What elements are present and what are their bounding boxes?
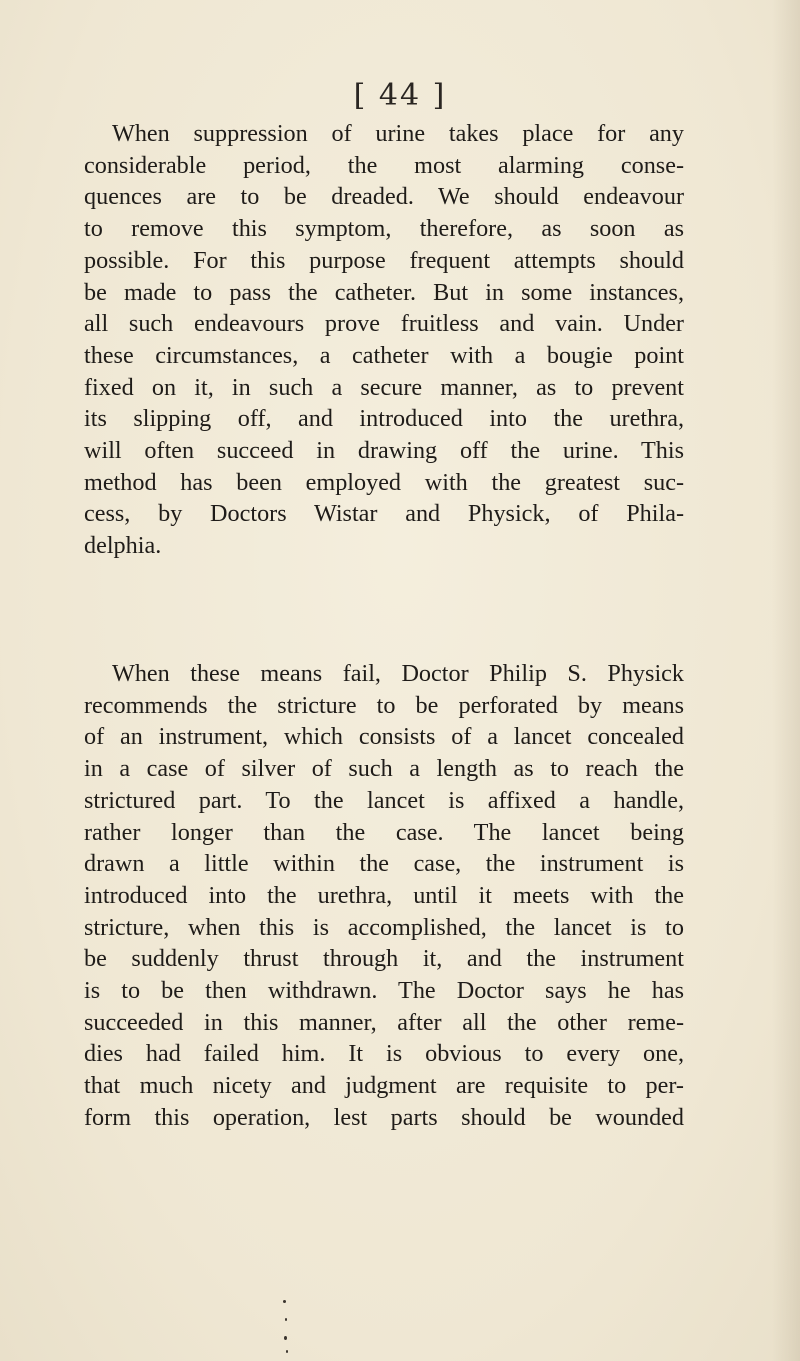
text-line: strictured part. To the lancet is affixed a handle, bbox=[84, 786, 684, 814]
ink-speck bbox=[285, 1318, 287, 1321]
text-line: dies had failed him. It is obvious to every one, bbox=[84, 1040, 684, 1068]
page-edge-shadow bbox=[772, 0, 800, 1361]
text-line: all such endeavours prove fruitless and vain. Under bbox=[84, 310, 684, 338]
text-line: its slipping off, and introduced into the urethra, bbox=[84, 405, 684, 433]
text-line: to remove this symptom, therefore, as soon as bbox=[84, 215, 684, 243]
paragraph-1 bbox=[84, 118, 684, 562]
ink-speck bbox=[284, 1336, 287, 1340]
paragraph-2 bbox=[84, 658, 684, 1134]
text-line: drawn a little within the case, the instrument is bbox=[84, 850, 684, 878]
text-line: quences are to be dreaded. We should endeavour bbox=[84, 183, 684, 211]
text-line: cess, by Doctors Wistar and Physick, of Phila- bbox=[84, 500, 684, 528]
text-line: considerable period, the most alarming conse- bbox=[84, 151, 684, 179]
text-line: fixed on it, in such a secure manner, as to prevent bbox=[84, 373, 684, 401]
text-line: method has been employed with the greatest suc- bbox=[84, 468, 684, 496]
text-line: succeeded in this manner, after all the other reme- bbox=[84, 1008, 684, 1036]
text-line: these circumstances, a catheter with a bougie point bbox=[84, 341, 684, 369]
text-line: is to be then withdrawn. The Doctor says he has bbox=[84, 977, 684, 1005]
text-line: be suddenly thrust through it, and the instrument bbox=[84, 945, 684, 973]
page-number: [ 44 ] bbox=[353, 78, 447, 113]
text-line: in a case of silver of such a length as to reach the bbox=[84, 755, 684, 783]
ink-speck bbox=[286, 1350, 288, 1353]
text-line: recommends the stricture to be perforated by means bbox=[84, 691, 684, 719]
text-line: possible. For this purpose frequent attempts should bbox=[84, 246, 684, 274]
text-line: of an instrument, which consists of a lancet concealed bbox=[84, 723, 684, 751]
text-line: rather longer than the case. The lancet being bbox=[84, 818, 684, 846]
text-line: that much nicety and judgment are requisite to per- bbox=[84, 1072, 684, 1100]
text-line: introduced into the urethra, until it meets with the bbox=[84, 881, 684, 909]
text-line: be made to pass the catheter. But in some instances, bbox=[84, 278, 684, 306]
text-line: will often succeed in drawing off the urine. This bbox=[84, 437, 684, 465]
ink-speck bbox=[283, 1300, 286, 1303]
text-line: When suppression of urine takes place for any bbox=[112, 120, 684, 147]
text-line: stricture, when this is accomplished, the lancet is to bbox=[84, 913, 684, 941]
text-line: When these means fail, Doctor Philip S. Physick bbox=[112, 660, 684, 687]
text-line: delphia. bbox=[84, 532, 162, 560]
text-line: form this operation, lest parts should be wounded bbox=[84, 1103, 684, 1131]
